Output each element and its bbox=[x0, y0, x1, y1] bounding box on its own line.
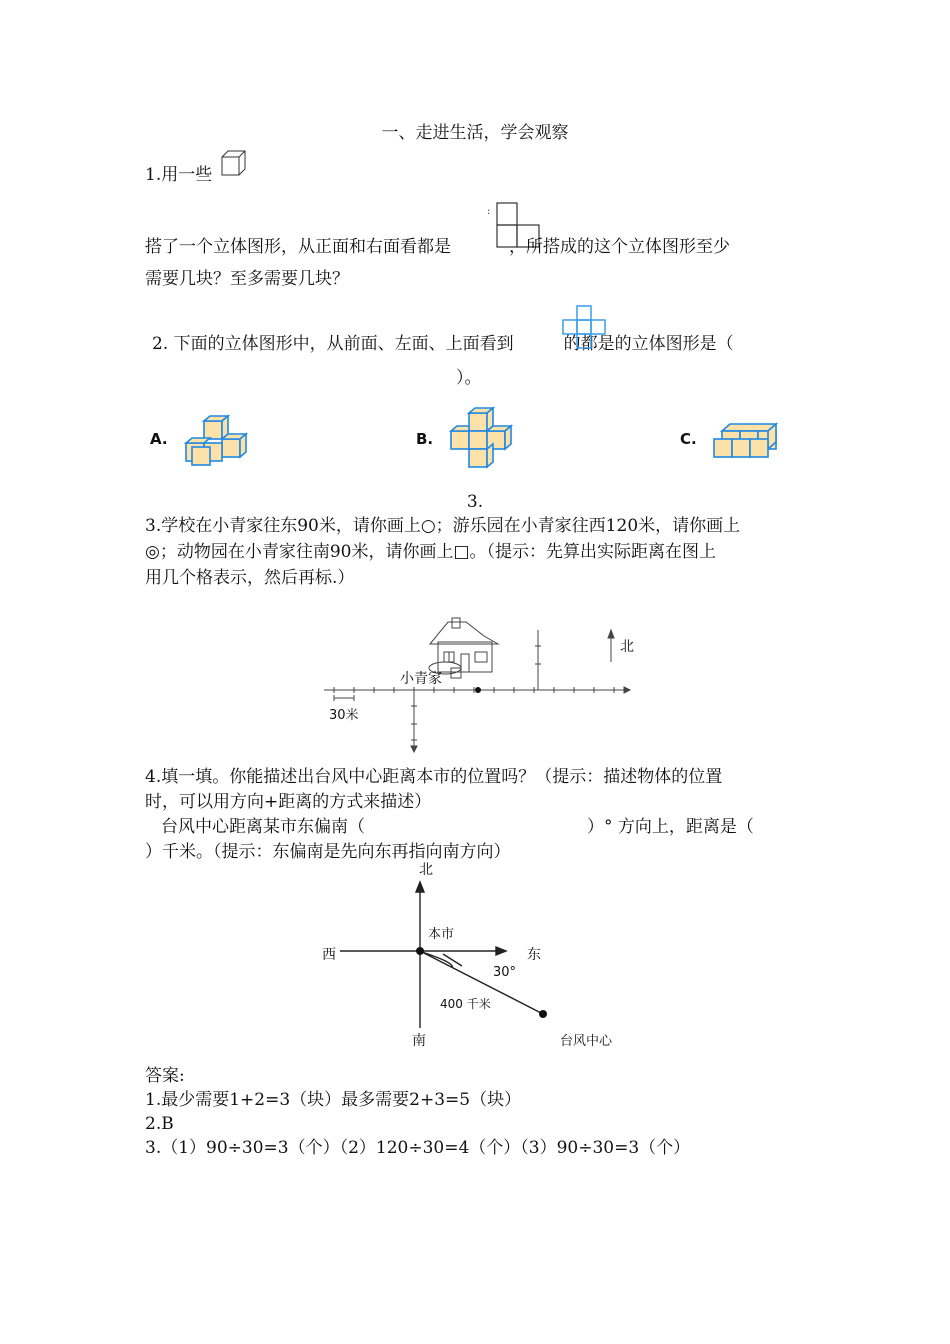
svg-text::: : bbox=[487, 206, 491, 217]
answers-heading: 答案: bbox=[145, 1066, 185, 1086]
diagram-south-label: 南 bbox=[412, 1033, 426, 1049]
option-c-figure bbox=[712, 423, 784, 465]
q1-line1 bbox=[145, 164, 212, 186]
answer-1: 1.最少需要1+2=3（块）最多需要2+3=5（块） bbox=[145, 1090, 522, 1110]
answer-2: 2.B bbox=[145, 1114, 174, 1134]
diagram-city-label: 本市 bbox=[428, 927, 455, 942]
diagram-east-label: 东 bbox=[527, 947, 541, 963]
q4-line1: 4.填一填。你能描述出台风中心距离本市的位置吗？（提示：描述物体的位置 bbox=[145, 767, 723, 787]
q4-line2: 时，可以用方向+距离的方式来描述） bbox=[145, 792, 432, 812]
q2-line1 bbox=[152, 333, 734, 355]
q1-line3: 需要几块？至多需要几块？ bbox=[145, 269, 349, 289]
q1-line2 bbox=[145, 236, 730, 258]
q4-line3 bbox=[161, 816, 754, 838]
cross-view-icon bbox=[562, 305, 606, 349]
q3-line1: 3.学校在小青家往东90米，请你画上○；游乐园在小青家往西120米，请你画上 bbox=[145, 516, 741, 536]
q4-line3-text-b: ）° 方向上，距离是（ bbox=[587, 817, 754, 837]
diagram-angle-label: 30° bbox=[493, 965, 517, 980]
section-title: 一、走进生活，学会观察 bbox=[381, 123, 569, 143]
diagram-north-label: 北 bbox=[419, 862, 433, 878]
q1-line1-text: 1.用一些 bbox=[145, 165, 213, 185]
q3-map bbox=[320, 610, 630, 755]
answer-3: 3.（1）90÷30=3（个）（2）120÷30=4（个）（3）90÷30=3（个） bbox=[145, 1138, 691, 1158]
option-b-figure bbox=[445, 407, 515, 475]
diagram-typhoon-label: 台风中心 bbox=[560, 1034, 613, 1049]
map-home-label: 小青家 bbox=[400, 671, 442, 687]
option-a-label: A. bbox=[150, 430, 168, 448]
q2-line1-text-a: 2. 下面的立体图形中，从前面、左面、上面看到 bbox=[152, 334, 514, 354]
single-cube-icon bbox=[221, 150, 247, 178]
q3-line2: ◎；动物园在小青家往南90米，请你画上□。（提示：先算出实际距离在图上 bbox=[145, 542, 717, 562]
q3-center-label: 3. bbox=[466, 492, 484, 512]
q2-line1-text-b: 的都是的立体图形是（ bbox=[563, 334, 734, 354]
diagram-west-label: 西 bbox=[322, 947, 336, 963]
diagram-distance-label: 400 千米 bbox=[440, 997, 491, 1011]
map-scale-label: 30米 bbox=[329, 708, 359, 723]
q4-line4: ）千米。（提示：东偏南是先向东再指向南方向） bbox=[145, 842, 511, 862]
q3-line3: 用几个格表示，然后再标.） bbox=[145, 568, 355, 588]
q2-line2: ）。 bbox=[456, 368, 482, 388]
map-north-label: 北 bbox=[620, 639, 634, 655]
option-a-figure bbox=[182, 415, 252, 467]
q4-line3-text-a: 台风中心距离某市东偏南（ bbox=[161, 817, 365, 837]
option-c-label: C. bbox=[680, 430, 697, 448]
option-b-label: B. bbox=[416, 430, 434, 448]
q1-line2-text-a: 搭了一个立体图形，从正面和右面看都是 bbox=[145, 237, 451, 257]
q1-line2-text-b: ，所搭成的这个立体图形至少 bbox=[509, 237, 730, 257]
